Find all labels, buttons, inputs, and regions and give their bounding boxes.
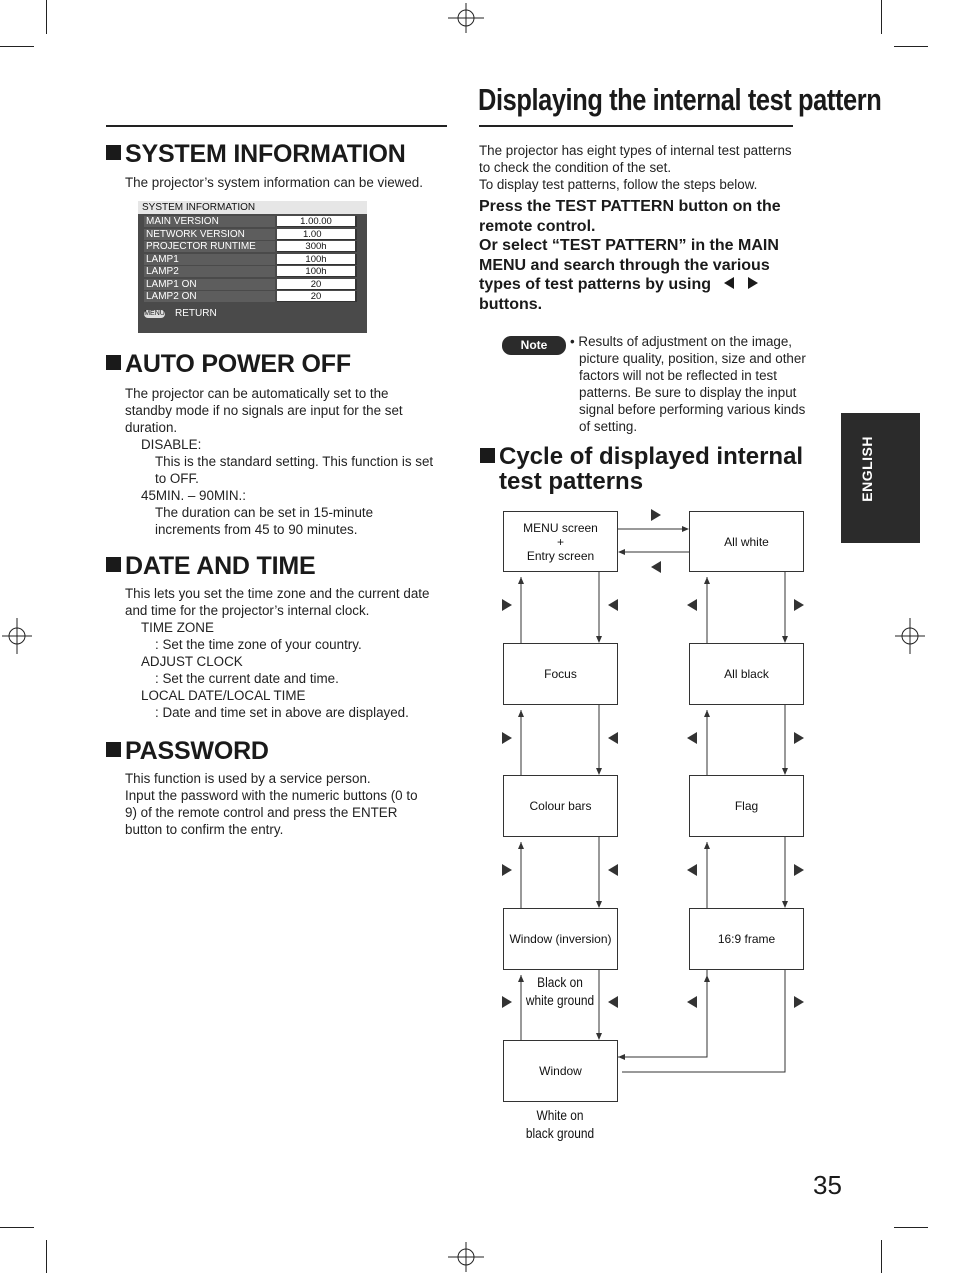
text-line: buttons.: [479, 295, 543, 313]
osd-value: 1.00: [277, 229, 357, 240]
text-line: To display test patterns, follow the steps below.: [479, 177, 758, 192]
note-badge: Note: [502, 336, 566, 355]
flow-box-menu-screen: [503, 511, 618, 572]
flow-box-16-9-frame: 16:9 frame: [689, 908, 804, 970]
text-line: to check the condition of the set.: [479, 160, 672, 175]
flow-box-all-white: All white: [689, 511, 804, 572]
text-line: Press the TEST PATTERN button on the: [479, 198, 781, 215]
item-label: TIME ZONE: [141, 620, 214, 635]
osd-row: [144, 266, 357, 277]
text-line: signal before performing various kinds: [579, 402, 806, 417]
option-label: DISABLE:: [141, 437, 202, 452]
title-rule: [479, 125, 793, 127]
date-time-desc: [125, 585, 429, 721]
cycle-section-title: [480, 444, 803, 494]
section-title-password: [106, 737, 269, 766]
flow-note-black-on-white: [518, 973, 603, 1009]
text-line: Input the password with the numeric buttons (0 to: [125, 788, 418, 803]
text-line: The duration can be set in 15-minute: [155, 505, 374, 520]
text-line-with-arrows: [479, 275, 781, 295]
option-label: 45MIN. – 90MIN.:: [141, 488, 246, 503]
osd-label: LAMP1 ON: [144, 279, 275, 290]
title-text: SYSTEM INFORMATION: [125, 140, 406, 168]
bullet-square-icon: [106, 145, 121, 160]
text-line: to OFF.: [155, 471, 199, 486]
text-line: white ground: [525, 992, 595, 1008]
osd-row: [144, 254, 357, 265]
item-desc: : Date and time set in above are displayed.: [155, 705, 409, 720]
left-right-arrow-icon: [722, 276, 762, 290]
section-title-auto-power-off: [106, 350, 351, 379]
title-text: DATE AND TIME: [125, 552, 316, 580]
flow-note-white-on-black: [518, 1106, 603, 1142]
crop-mark: [881, 1240, 882, 1273]
section-title-system-information: [106, 140, 406, 169]
osd-label: LAMP2: [144, 266, 275, 277]
page-number: 35: [813, 1170, 842, 1200]
text-line: types of test patterns by using: [479, 276, 712, 294]
instructions: [479, 197, 781, 315]
text-line: button to confirm the entry.: [125, 822, 284, 837]
osd-label: NETWORK VERSION: [144, 229, 275, 240]
flow-box-colour-bars: Colour bars: [503, 775, 618, 837]
flow-box-label: MENU screen: [523, 520, 598, 535]
osd-value: 100h: [277, 266, 357, 277]
text-line: picture quality, position, size and other: [579, 351, 806, 366]
registration-mark-icon: [895, 618, 925, 654]
bullet-square-icon: [106, 557, 121, 572]
flow-box-focus: Focus: [503, 643, 618, 705]
text-line: This is the standard setting. This function is set: [155, 454, 434, 469]
title-text: PASSWORD: [125, 737, 269, 765]
registration-mark-icon: [448, 1242, 484, 1272]
osd-return-label: RETURN: [175, 308, 217, 319]
title-text: AUTO POWER OFF: [125, 350, 351, 378]
text-line: Black on: [537, 974, 583, 990]
osd-row: [144, 241, 357, 252]
crop-mark: [894, 1227, 928, 1228]
page-title: Displaying the internal test pattern: [478, 82, 882, 117]
text-line: remote control.: [479, 217, 596, 235]
registration-mark-icon: [2, 618, 32, 654]
system-information-osd: [138, 201, 367, 333]
bullet-square-icon: [106, 742, 121, 757]
text-line: and time for the projector’s internal clock.: [125, 603, 370, 618]
section-rule: [106, 125, 447, 127]
flow-box-label: Entry screen: [526, 548, 595, 563]
crop-mark: [881, 0, 882, 34]
crop-mark: [46, 1240, 47, 1273]
osd-label: LAMP1: [144, 254, 275, 265]
osd-header: SYSTEM INFORMATION: [138, 201, 367, 214]
text-line: This function is used by a service person.: [125, 771, 371, 786]
text-line: White on: [536, 1107, 584, 1123]
bullet-square-icon: [106, 355, 121, 370]
item-label: LOCAL DATE/LOCAL TIME: [141, 688, 306, 703]
text-line: duration.: [125, 420, 178, 435]
text-line: black ground: [525, 1125, 595, 1141]
text-line: factors will not be reflected in test: [579, 368, 777, 383]
note-text: [570, 333, 806, 435]
text-line: patterns. Be sure to display the input: [579, 385, 797, 400]
system-info-desc: [125, 174, 423, 191]
text-line: of setting.: [579, 419, 638, 434]
flow-box-label: +: [556, 534, 564, 549]
registration-mark-icon: [448, 3, 484, 33]
text-line: 9) of the remote control and press the ENTER: [125, 805, 398, 820]
osd-value: 20: [277, 279, 357, 290]
osd-label: PROJECTOR RUNTIME: [144, 241, 275, 252]
flow-box-window-inversion: Window (inversion): [503, 908, 618, 970]
title-text: Cycle of displayed internal: [499, 443, 804, 470]
osd-row: [144, 229, 357, 240]
crop-mark: [0, 46, 34, 47]
flow-box-all-black: All black: [689, 643, 804, 705]
auto-power-off-desc: [125, 385, 433, 538]
language-tab: [841, 413, 920, 543]
text-line: The projector’s system information can be viewed.: [125, 175, 423, 190]
text-line: standby mode if no signals are input for the set: [125, 403, 403, 418]
osd-row: [144, 279, 357, 290]
text-line: increments from 45 to 90 minutes.: [155, 522, 358, 537]
osd-value: 1.00.00: [277, 216, 357, 227]
bullet-square-icon: [480, 448, 495, 463]
crop-mark: [0, 1227, 34, 1228]
osd-value: 300h: [277, 241, 357, 252]
osd-label: LAMP2 ON: [144, 291, 275, 302]
language-tab-label: ENGLISH: [859, 436, 875, 502]
osd-row: [144, 216, 357, 227]
text-line: The projector can be automatically set to the: [125, 386, 389, 401]
section-title-date-and-time: [106, 552, 315, 581]
osd-label: MAIN VERSION: [144, 216, 275, 227]
text-line: This lets you set the time zone and the current date: [125, 586, 430, 601]
text-line: Or select “TEST PATTERN” in the MAIN: [479, 237, 779, 255]
osd-value: 100h: [277, 254, 357, 265]
text-line: The projector has eight types of internal test patterns: [479, 143, 792, 158]
item-label: ADJUST CLOCK: [141, 654, 243, 669]
flow-box-window: Window: [503, 1040, 618, 1102]
menu-key-icon: MENU: [144, 310, 165, 317]
flow-box-flag: Flag: [689, 775, 804, 837]
text-line: MENU and search through the various: [479, 256, 770, 274]
item-desc: : Set the current date and time.: [155, 671, 339, 686]
osd-value: 20: [277, 291, 357, 302]
password-desc: [125, 770, 418, 838]
osd-row: [144, 291, 357, 302]
crop-mark: [894, 46, 928, 47]
item-desc: : Set the time zone of your country.: [155, 637, 362, 652]
title-text: test patterns: [499, 468, 644, 495]
crop-mark: [46, 0, 47, 34]
intro-text: [479, 142, 792, 193]
text-line: • Results of adjustment on the image,: [570, 334, 793, 349]
